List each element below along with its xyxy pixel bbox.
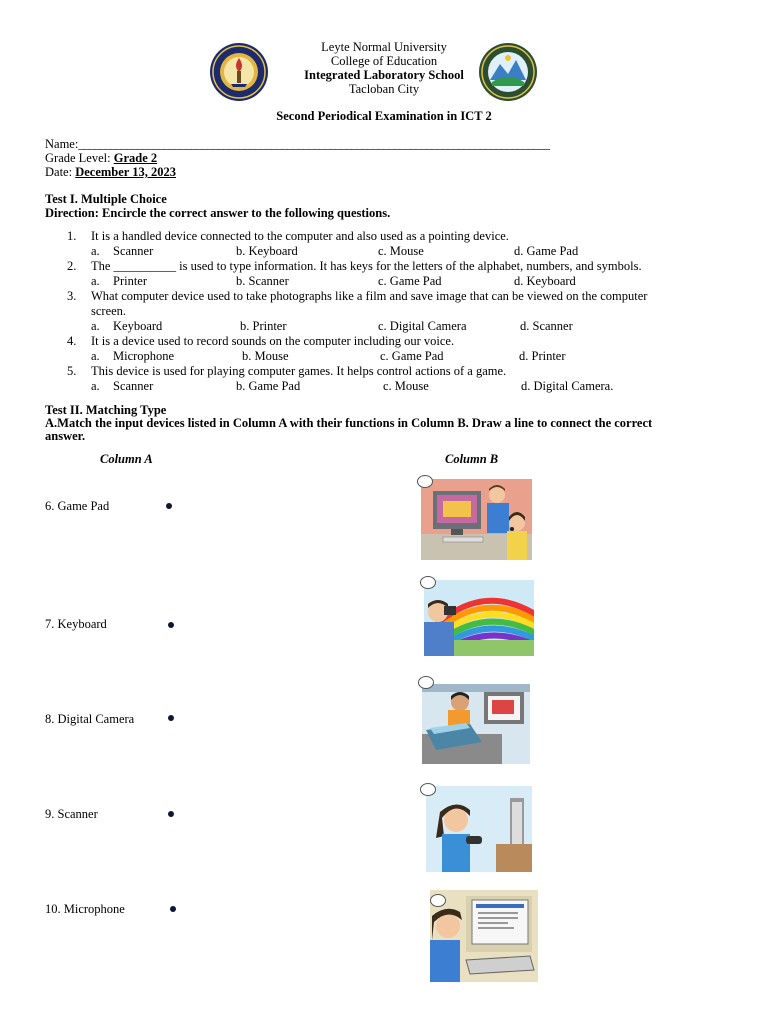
matching-item-scanner: 9. Scanner: [45, 807, 98, 821]
picture-game-pad: [426, 786, 532, 872]
question-text: What computer device used to take photographs like a film and save image that can be viewed on the computer: [91, 289, 648, 303]
test1-direction: Direction: Encircle the correct answer to the following questions.: [45, 206, 391, 220]
exam-title: Second Periodical Examination in ICT 2: [276, 109, 492, 123]
matching-item-microphone: 10. Microphone: [45, 902, 125, 916]
answer-option[interactable]: b. Game Pad: [236, 379, 301, 393]
question-text: It is a handled device connected to the computer and also used as a pointing device.: [91, 229, 509, 243]
grade-value: Grade 2: [113, 151, 158, 165]
match-dot-8[interactable]: [168, 715, 174, 721]
answer-option[interactable]: b. Printer: [240, 319, 287, 333]
picture-keyboard: [430, 890, 538, 982]
answer-option[interactable]: b. Mouse: [242, 349, 289, 363]
question-number: 5.: [67, 364, 77, 378]
test2-direction-line1: A.Match the input devices listed in Column A with their functions in Column B. Draw a line to connect the correct: [45, 416, 653, 430]
test2-direction-line2: answer.: [45, 429, 86, 443]
option-a-marker: a.: [91, 244, 100, 258]
name-blank: ________________________________________________________________________________________: [78, 137, 550, 151]
date-line: [45, 165, 176, 179]
date-label: Date:: [45, 165, 76, 179]
school-name: Integrated Laboratory School: [304, 68, 464, 82]
name-field[interactable]: [45, 137, 549, 151]
answer-option[interactable]: Scanner: [113, 379, 154, 393]
date-value: December 13, 2023: [75, 165, 176, 179]
answer-option[interactable]: d. Scanner: [520, 319, 573, 333]
answer-option[interactable]: Printer: [113, 274, 148, 288]
match-ring-b5[interactable]: [430, 894, 446, 907]
option-a-marker: a.: [91, 274, 100, 288]
answer-option[interactable]: c. Mouse: [378, 244, 424, 258]
answer-option[interactable]: d. Digital Camera.: [521, 379, 614, 393]
option-a-marker: a.: [91, 379, 100, 393]
column-a-header: Column A: [100, 452, 153, 466]
answer-option[interactable]: c. Mouse: [383, 379, 429, 393]
question-text-continued: screen.: [91, 304, 127, 318]
answer-option[interactable]: b. Keyboard: [236, 244, 298, 258]
answer-option[interactable]: Scanner: [113, 244, 154, 258]
answer-option[interactable]: b. Scanner: [236, 274, 289, 288]
option-a-marker: a.: [91, 319, 100, 333]
question-number: 1.: [67, 229, 77, 243]
matching-item-keyboard: 7. Keyboard: [45, 617, 107, 631]
picture-camera-rainbow: [424, 580, 534, 656]
option-a-marker: a.: [91, 349, 100, 363]
match-dot-9[interactable]: [168, 811, 174, 817]
question-text: The __________ is used to type information. It has keys for the letters of the alphabet, numbers, and symbols.: [91, 259, 642, 273]
matching-item-game-pad: 6. Game Pad: [45, 499, 110, 513]
answer-option[interactable]: c. Digital Camera: [378, 319, 467, 333]
matching-item-digital-camera: 8. Digital Camera: [45, 712, 135, 726]
match-ring-b2[interactable]: [420, 576, 436, 589]
picture-scanner: [422, 684, 530, 764]
match-ring-b4[interactable]: [420, 783, 436, 796]
question-text: It is a device used to record sounds on the computer including our voice.: [91, 334, 455, 348]
match-dot-7[interactable]: [168, 622, 174, 628]
test1-title: Test I. Multiple Choice: [45, 192, 167, 206]
question-number: 2.: [67, 259, 77, 273]
answer-option[interactable]: c. Game Pad: [378, 274, 442, 288]
question-number: 4.: [67, 334, 77, 348]
match-ring-b1[interactable]: [417, 475, 433, 488]
answer-option[interactable]: Keyboard: [113, 319, 163, 333]
column-b-header: Column B: [445, 452, 499, 466]
answer-option[interactable]: d. Printer: [519, 349, 566, 363]
name-label: Name:: [45, 137, 79, 151]
test2-title: Test II. Matching Type: [45, 403, 167, 417]
match-ring-b3[interactable]: [418, 676, 434, 689]
picture-children-microphone: [421, 479, 532, 560]
answer-option[interactable]: d. Keyboard: [514, 274, 576, 288]
answer-option[interactable]: Microphone: [113, 349, 175, 363]
answer-option[interactable]: c. Game Pad: [380, 349, 444, 363]
grade-label: Grade Level:: [45, 151, 114, 165]
question-number: 3.: [67, 289, 77, 303]
grade-level-line: [45, 151, 157, 165]
university-name: Leyte Normal University: [321, 40, 447, 54]
match-dot-6[interactable]: [166, 503, 172, 509]
question-text: This device is used for playing computer games. It helps control actions of a game.: [91, 364, 507, 378]
answer-option[interactable]: d. Game Pad: [514, 244, 579, 258]
match-dot-10[interactable]: [170, 906, 176, 912]
college-name: College of Education: [330, 54, 438, 68]
city-name: Tacloban City: [348, 82, 420, 96]
